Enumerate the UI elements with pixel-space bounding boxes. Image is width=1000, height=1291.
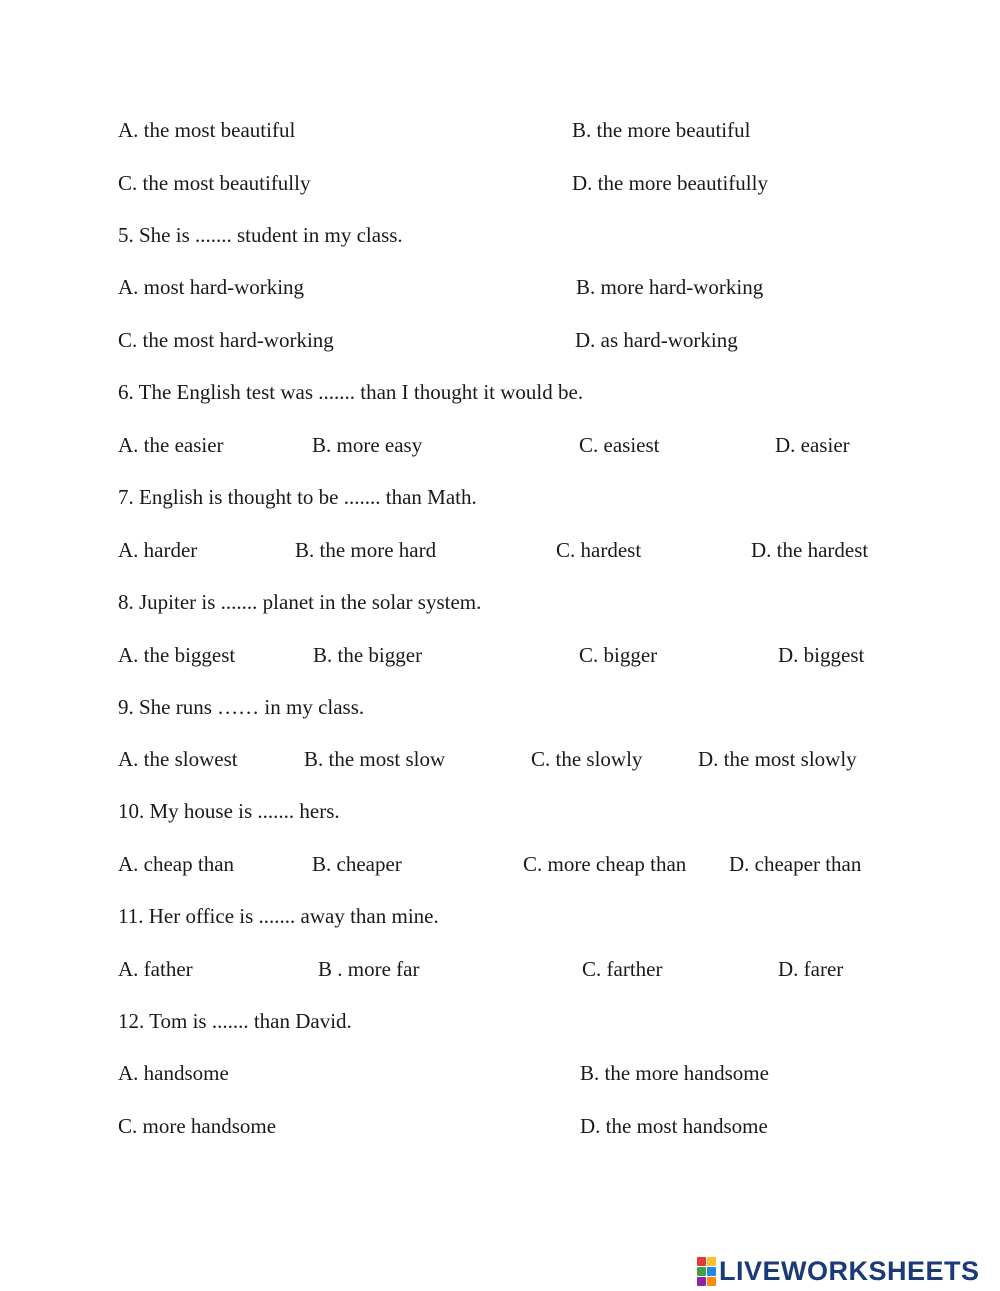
q6-option-c: C. easiest	[579, 433, 660, 457]
q9-option-b: B. the most slow	[304, 747, 446, 771]
q9-option-a: A. the slowest	[118, 747, 238, 771]
q8-prompt: 8. Jupiter is ....... planet in the solar system.	[118, 590, 482, 614]
q6-prompt: 6. The English test was ....... than I thought it would be.	[118, 380, 584, 404]
q5-option-a: A. most hard-working	[118, 275, 305, 299]
q11-option-d: D. farer	[778, 957, 844, 981]
q9-option-c: C. the slowly	[531, 747, 643, 771]
q11-option-b: B . more far	[318, 957, 420, 981]
q10-option-d: D. cheaper than	[729, 852, 862, 876]
logo-block	[707, 1277, 716, 1286]
q7-option-c: C. hardest	[556, 538, 642, 562]
q12-option-d: D. the most handsome	[580, 1114, 768, 1138]
q7-option-a: A. harder	[118, 538, 198, 562]
q8-option-c: C. bigger	[579, 643, 658, 667]
logo-blocks-icon	[697, 1257, 716, 1286]
q8-option-d: D. biggest	[778, 643, 865, 667]
q6-option-b: B. more easy	[312, 433, 423, 457]
q6-option-a: A. the easier	[118, 433, 224, 457]
logo-block	[697, 1257, 706, 1266]
q4-option-b: B. the more beautiful	[572, 118, 751, 142]
liveworksheets-logo	[697, 1255, 980, 1287]
q4-option-c: C. the most beautifully	[118, 171, 311, 195]
q10-option-a: A. cheap than	[118, 852, 235, 876]
q5-prompt: 5. She is ....... student in my class.	[118, 223, 403, 247]
q8-option-a: A. the biggest	[118, 643, 236, 667]
q11-option-a: A. father	[118, 957, 193, 981]
q10-option-b: B. cheaper	[312, 852, 402, 876]
q5-option-d: D. as hard-working	[575, 328, 738, 352]
q12-option-c: C. more handsome	[118, 1114, 277, 1138]
q6-option-d: D. easier	[775, 433, 850, 457]
logo-block	[697, 1267, 706, 1276]
q7-prompt: 7. English is thought to be ....... than Math.	[118, 485, 477, 509]
q7-option-b: B. the more hard	[295, 538, 437, 562]
q4-option-a: A. the most beautiful	[118, 118, 296, 142]
q9-prompt: 9. She runs …… in my class.	[118, 695, 365, 719]
logo-block	[697, 1277, 706, 1286]
q9-option-d: D. the most slowly	[698, 747, 857, 771]
q7-option-d: D. the hardest	[751, 538, 869, 562]
logo-block	[707, 1257, 716, 1266]
q8-option-b: B. the bigger	[313, 643, 423, 667]
logo-text: LIVEWORKSHEETS	[719, 1255, 980, 1286]
q12-option-a: A. handsome	[118, 1061, 229, 1085]
q10-option-c: C. more cheap than	[523, 852, 687, 876]
q5-option-b: B. more hard-working	[576, 275, 764, 299]
q12-prompt: 12. Tom is ....... than David.	[118, 1009, 352, 1033]
q11-prompt: 11. Her office is ....... away than mine.	[118, 904, 439, 928]
logo-block	[707, 1267, 716, 1276]
q10-prompt: 10. My house is ....... hers.	[118, 799, 340, 823]
q11-option-c: C. farther	[582, 957, 663, 981]
q12-option-b: B. the more handsome	[580, 1061, 769, 1085]
q4-option-d: D. the more beautifully	[572, 171, 768, 195]
q5-option-c: C. the most hard-working	[118, 328, 334, 352]
